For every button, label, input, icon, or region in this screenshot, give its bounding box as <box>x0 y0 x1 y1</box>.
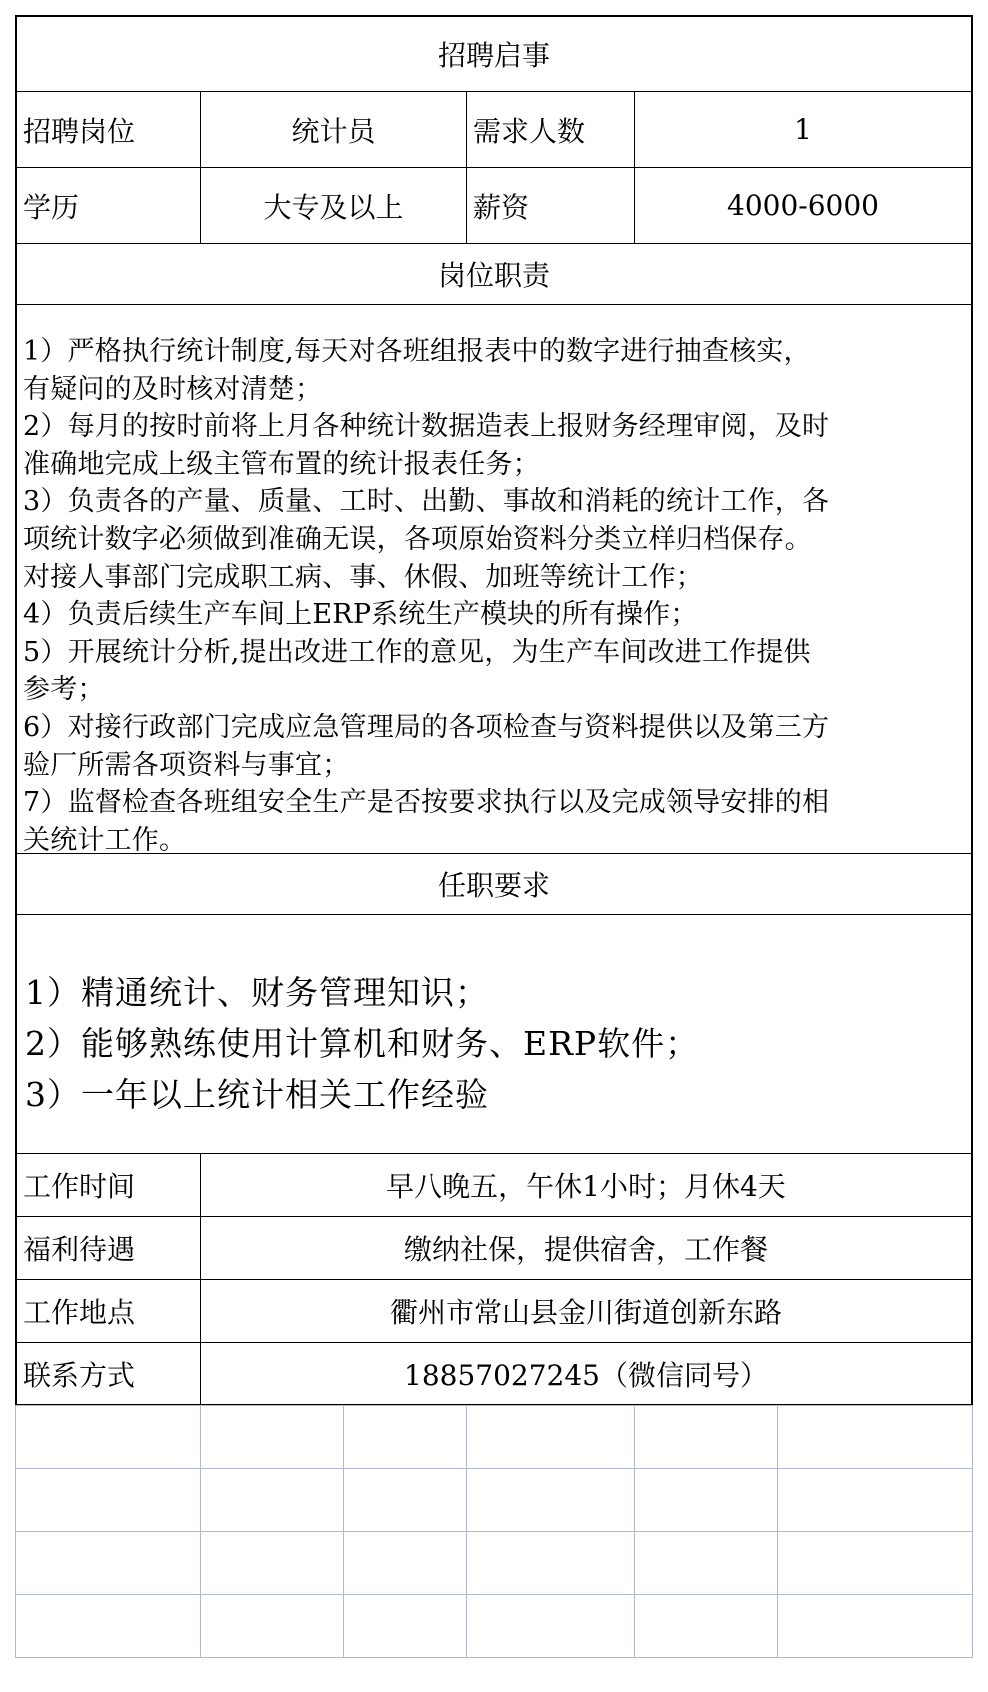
benefits-value: 缴纳社保，提供宿舍，工作餐 <box>200 1216 973 1280</box>
duties-line: 6）对接行政部门完成应急管理局的各项检查与资料提供以及第三方 <box>23 711 830 743</box>
grid-cell[interactable] <box>343 1405 467 1469</box>
duties-line: 项统计数字必须做到准确无误，各项原始资料分类立样归档保存。 <box>23 523 812 555</box>
duties-line: 准确地完成上级主管布置的统计报表任务； <box>23 448 540 480</box>
duties-line: 有疑问的及时核对清楚； <box>23 373 323 405</box>
grid-cell[interactable] <box>777 1405 973 1469</box>
grid-cell[interactable] <box>200 1531 344 1595</box>
headcount-value: 1 <box>634 91 973 168</box>
contact-value: 18857027245（微信同号） <box>200 1342 973 1406</box>
duties-line: 4）负责后续生产车间上ERP系统生产模块的所有操作； <box>23 599 698 631</box>
grid-cell[interactable] <box>15 1405 201 1469</box>
position-label: 招聘岗位 <box>15 91 201 168</box>
requirements-body <box>15 914 973 1154</box>
grid-cell[interactable] <box>343 1594 467 1658</box>
requirement-line: 1）精通统计、财务管理知识； <box>25 973 489 1012</box>
duties-line: 关统计工作。 <box>23 824 187 854</box>
benefits-label: 福利待遇 <box>15 1216 201 1280</box>
salary-value: 4000-6000 <box>634 167 973 244</box>
duties-body <box>15 304 973 854</box>
grid-cell[interactable] <box>777 1531 973 1595</box>
grid-cell[interactable] <box>777 1594 973 1658</box>
requirement-line: 2）能够熟练使用计算机和财务、ERP软件； <box>25 1024 700 1063</box>
duties-line: 5）开展统计分析,提出改进工作的意见，为生产车间改进工作提供 <box>23 636 811 668</box>
grid-cell[interactable] <box>634 1531 778 1595</box>
duties-line: 参考； <box>23 674 105 706</box>
grid-cell[interactable] <box>200 1468 344 1532</box>
education-label: 学历 <box>15 167 201 244</box>
grid-cell[interactable] <box>466 1405 635 1469</box>
requirement-line: 3）一年以上统计相关工作经验 <box>25 1075 489 1114</box>
education-value: 大专及以上 <box>200 167 467 244</box>
grid-cell[interactable] <box>466 1531 635 1595</box>
location-value: 衢州市常山县金川街道创新东路 <box>200 1279 973 1343</box>
grid-cell[interactable] <box>634 1594 778 1658</box>
duties-line: 7）监督检查各班组安全生产是否按要求执行以及完成领导安排的相 <box>23 787 830 819</box>
duties-line: 对接人事部门完成职工病、事、休假、加班等统计工作； <box>23 561 703 593</box>
contact-label: 联系方式 <box>15 1342 201 1406</box>
grid-cell[interactable] <box>15 1531 201 1595</box>
grid-cell[interactable] <box>634 1405 778 1469</box>
hours-value: 早八晚五，午休1小时；月休4天 <box>200 1153 973 1217</box>
grid-cell[interactable] <box>634 1468 778 1532</box>
grid-cell[interactable] <box>466 1594 635 1658</box>
grid-cell[interactable] <box>466 1468 635 1532</box>
location-label: 工作地点 <box>15 1279 201 1343</box>
duties-line: 3）负责各的产量、质量、工时、出勤、事故和消耗的统计工作，各 <box>23 486 830 518</box>
hours-label: 工作时间 <box>15 1153 201 1217</box>
grid-cell[interactable] <box>343 1531 467 1595</box>
grid-cell[interactable] <box>15 1594 201 1658</box>
grid-cell[interactable] <box>200 1405 344 1469</box>
duties-line: 1）严格执行统计制度,每天对各班组报表中的数字进行抽查核实， <box>23 336 811 367</box>
duties-heading: 岗位职责 <box>15 243 973 305</box>
duties-line: 2）每月的按时前将上月各种统计数据造表上报财务经理审阅，及时 <box>23 411 830 443</box>
headcount-label: 需求人数 <box>466 91 635 168</box>
requirements-heading: 任职要求 <box>15 853 973 915</box>
salary-label: 薪资 <box>466 167 635 244</box>
grid-cell[interactable] <box>15 1468 201 1532</box>
duties-line: 验厂所需各项资料与事宜； <box>23 749 350 781</box>
grid-cell[interactable] <box>200 1594 344 1658</box>
recruitment-sheet <box>15 15 973 1672</box>
sheet-title: 招聘启事 <box>15 15 973 92</box>
grid-cell[interactable] <box>343 1468 467 1532</box>
position-value: 统计员 <box>200 91 467 168</box>
grid-cell[interactable] <box>777 1468 973 1532</box>
